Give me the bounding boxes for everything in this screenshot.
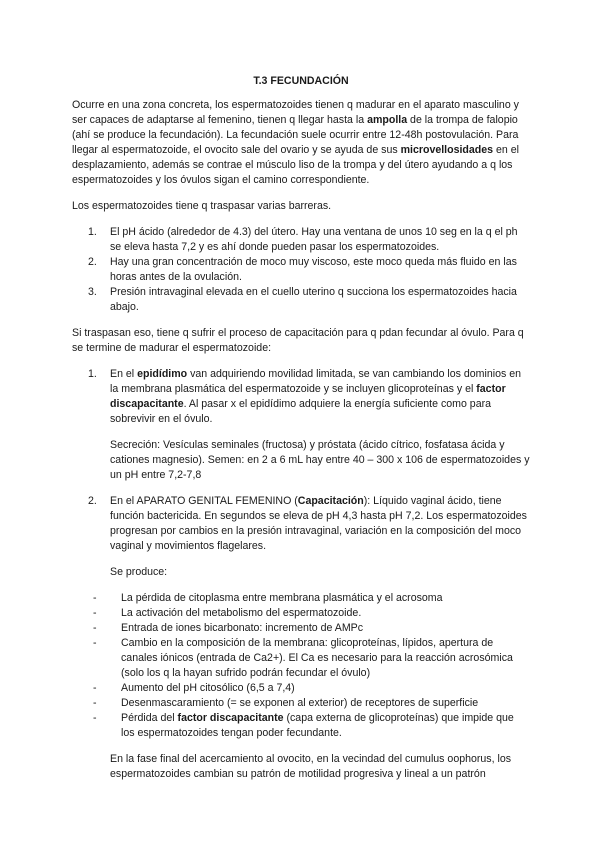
item1-bold-factor: factor discapacitante — [110, 383, 506, 410]
item1-text-3: . Al pasar x el epidídimo adquiere la energía suficiente como para sobrevivir en el óvulo. — [110, 398, 492, 425]
list-number: 1. — [88, 368, 97, 380]
list-number: 3. — [88, 286, 97, 298]
dash-bullet: - — [93, 607, 97, 619]
dash-bullet: - — [93, 622, 97, 634]
dash-item — [72, 636, 530, 681]
list-item — [72, 285, 530, 315]
list-item — [72, 255, 530, 285]
dash-item — [72, 711, 530, 741]
intro-text-1: Ocurre en una zona concreta, los espermatozoides tienen q madurar en el aparato masculino y ser capaces de adaptarse al femenino, tienen q llegar hasta la — [72, 99, 519, 126]
list-text: Hay una gran concentración de moco muy viscoso, este moco queda más fluido en las horas antes de la ovulación. — [110, 256, 517, 283]
intro-bold-ampolla: ampolla — [367, 114, 408, 126]
dash-text: Entrada de iones bicarbonato: incremento de AMPc — [121, 622, 364, 634]
intro-bold-microvellosidades: microvellosidades — [400, 144, 494, 156]
item1-text-1: En el — [110, 368, 138, 380]
se-produce-label: Se produce: — [110, 566, 168, 578]
item1-bold-epididimo: epidídimo — [137, 368, 188, 380]
dash-bullet: - — [93, 637, 97, 649]
dash-bold-factor: factor discapacitante — [177, 712, 284, 724]
barriers-list — [72, 225, 530, 315]
list-number: 2. — [88, 495, 97, 507]
item2-bold-capacitacion: Capacitación — [297, 495, 364, 507]
dash-item — [72, 681, 530, 696]
dash-item — [72, 591, 530, 606]
item1-paragraph — [110, 367, 530, 427]
intro-text-3: en el desplazamiento, además se contrae el músculo liso de la trompa y del útero ayudando a q los espermatozoides y los óvulos sigan el camino correspondiente. — [72, 144, 519, 186]
list-number: 2. — [88, 256, 97, 268]
dash-text: Desenmascaramiento (= se exponen al exterior) de receptores de superficie — [121, 697, 479, 709]
dash-text: Cambio en la composición de la membrana: glicoproteínas, lípidos, apertura de canales iónicos (entrada de Ca2+). El Ca es necesario para la reacción acrosómica (solo los q la hayan sufrido podrán fecundar el óvulo) — [121, 637, 513, 679]
dash-item — [72, 696, 530, 711]
list-item — [72, 225, 530, 255]
item2-text-2: ): Líquido vaginal ácido, tiene función bactericida. En segundos se eleva de pH 4,3 hasta pH 7,2. Los espermatozoides progresan por cambios en la presión intravaginal, variación en la composición del moco vaginal y movimientos flagelares. — [110, 495, 527, 552]
item2-paragraph — [110, 494, 530, 554]
list-item — [72, 494, 530, 580]
list-text: El pH ácido (alrededor de 4.3) del útero. Hay una ventana de unos 10 seg en la q el ph se eleva hasta 7,2 y es ahí donde pueden pasar los espermatozoides. — [110, 226, 518, 253]
intro-text-2: de la trompa de falopio (ahí se produce la fecundación). La fecundación suele ocurrir entre 12-48h postovulación. Para llegar al espermatozoide, el ovocito sale del ovario y se ayuda de sus — [72, 114, 519, 156]
dash-text-2: (capa externa de glicoproteínas) que impide que los espermatozoides tengan poder fecundante. — [121, 712, 514, 739]
capacitation-intro: Si traspasan eso, tiene q sufrir el proceso de capacitación para q pdan fecundar al óvulo. Para q se termine de madurar el espermatozoide: — [72, 327, 524, 354]
secretion-paragraph: Secreción: Vesículas seminales (fructosa) y próstata (ácido cítrico, fosfatasa ácida y cationes magnesio). Semen: en 2 a 6 mL hay entre 40 – 300 x 106 de espermatozoides y un pH entre 7,2-7,8 — [110, 439, 530, 481]
dash-text: La pérdida de citoplasma entre membrana plasmática y el acrosoma — [121, 592, 443, 604]
list-item — [72, 367, 530, 483]
dash-bullet: - — [93, 697, 97, 709]
item1-text-2: van adquiriendo movilidad limitada, se van cambiando los dominios en la membrana plasmática del espermatozoide y se incluyen glicoproteínas y el — [110, 368, 522, 395]
capacitation-list — [72, 367, 530, 580]
intro-paragraph — [72, 98, 530, 188]
dash-item — [72, 606, 530, 621]
dash-text: Aumento del pH citosólico (6,5 a 7,4) — [121, 682, 295, 694]
dash-bullet: - — [93, 712, 97, 724]
page-title: T.3 FECUNDACIÓN — [253, 75, 349, 87]
dash-bullet: - — [93, 682, 97, 694]
dash-text-1: Pérdida del — [121, 712, 178, 724]
list-number: 1. — [88, 226, 97, 238]
item2-text-1: En el APARATO GENITAL FEMENINO ( — [110, 495, 298, 507]
closing-paragraph: En la fase final del acercamiento al ovocito, en la vecindad del cumulus oophorus, los espermatozoides cambian su patrón de motilidad progresiva y lineal a un patrón — [110, 753, 512, 780]
barriers-intro: Los espermatozoides tiene q traspasar varias barreras. — [72, 200, 332, 212]
dash-bullet: - — [93, 592, 97, 604]
list-text: Presión intravaginal elevada en el cuello uterino q succiona los espermatozoides hacia abajo. — [110, 286, 517, 313]
dash-item — [72, 621, 530, 636]
dash-text: La activación del metabolismo del espermatozoide. — [121, 607, 362, 619]
capacitation-effects-list — [72, 591, 530, 741]
